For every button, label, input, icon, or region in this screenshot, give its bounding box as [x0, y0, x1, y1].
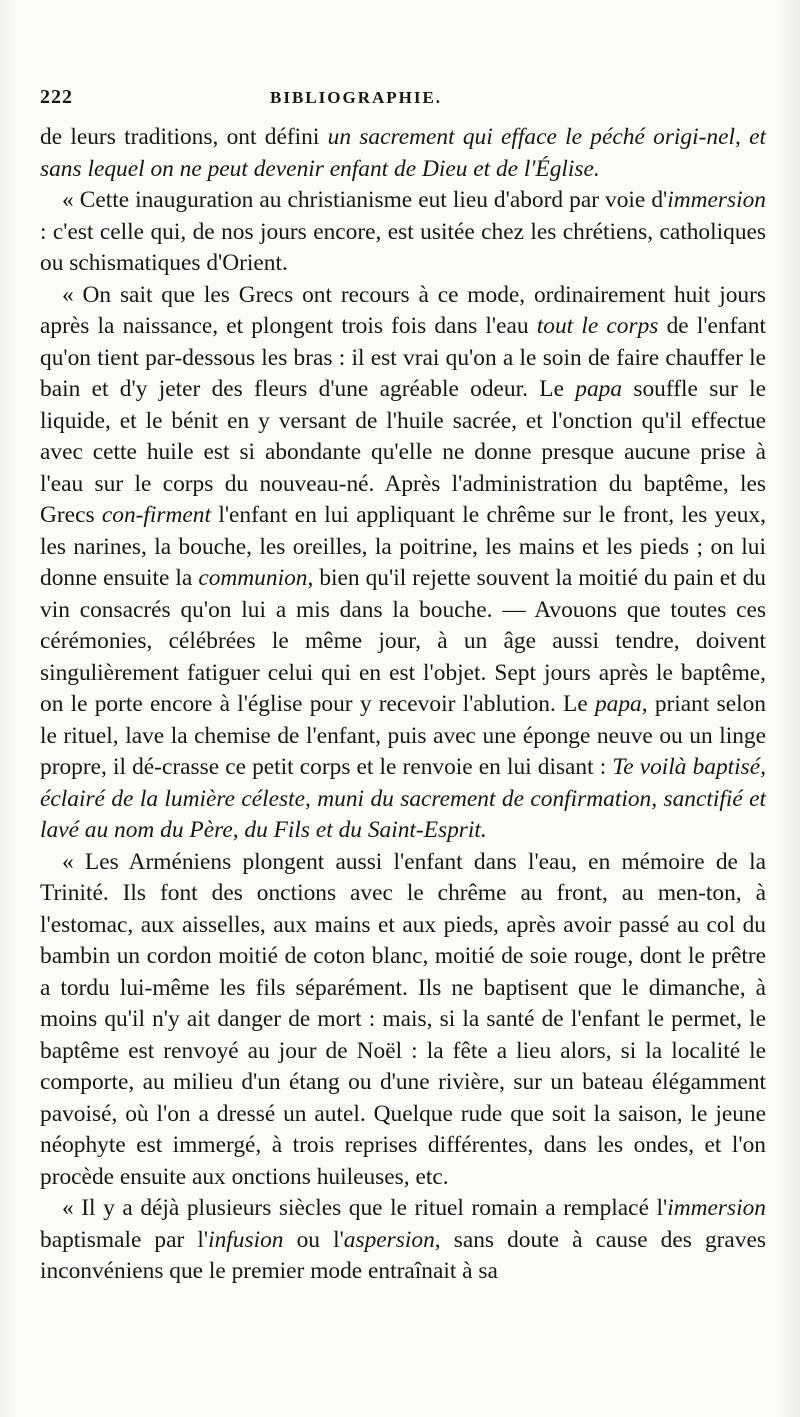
text-run: : c'est celle qui, de nos jours encore, est usitée chez les chrétiens, catholiques ou schismatiques d'Orient. — [40, 218, 766, 276]
italic-text: con-firment — [101, 502, 212, 528]
text-run: « Les Arméniens plongent aussi l'enfant dans l'eau, en mémoire de la Trinité. Ils font des onctions avec le chrême au front, au men-ton, à l'estomac, aux aisselles, aux mains et aux pieds, après avoir passé au col du bambin un cordon moitié de coton blanc, moitié de soie rouge, dont le prêtre a tordu lui-même les fils séparément. Ils ne baptisent que le dimanche, à moins qu'il n'y ait danger de mort : mais, si la santé de l'enfant le permet, le baptême est renvoyé au jour de Noël : la fête a lieu alors, si la localité le comporte, au milieu d'un étang ou d'une rivière, sur un bateau élégamment pavoisé, où l'on a dressé un autel. Quelque rude que soit la saison, le jeune néophyte est immergé, à trois reprises différentes, dans les ondes, et l'on procède ensuite aux onctions huileuses, etc. — [40, 848, 766, 1190]
italic-text: tout le corps — [536, 313, 659, 339]
text-run: ou l' — [283, 1226, 344, 1253]
text-run: baptismale par l' — [40, 1226, 209, 1253]
text-run: , priant selon le rituel, lave la chemise de l'enfant, puis avec une éponge neuve ou un linge propre, il dé-crasse ce petit corps et le renvoie en lui disant : — [40, 691, 766, 780]
italic-text: immersion — [667, 1195, 766, 1221]
italic-text: immersion — [667, 187, 766, 213]
italic-text: papa — [575, 376, 623, 402]
paragraph — [40, 1193, 766, 1288]
text-run: « On sait que les Grecs ont recours à ce mode, ordinairement huit jours après la naissance, et plongent trois fois dans l'eau — [40, 281, 766, 339]
body-text — [40, 122, 766, 1288]
paragraph — [40, 847, 766, 1194]
text-run: l'enfant en lui appliquant le chrême sur le front, les yeux, les narines, la bouche, les oreilles, la poitrine, les mains et les pieds ; on lui donne ensuite la — [40, 502, 766, 591]
paragraph — [40, 122, 766, 185]
paragraph — [40, 280, 766, 847]
italic-text: aspersion — [343, 1226, 435, 1253]
text-run: de l'enfant qu'on tient par-dessous les bras : il est vrai qu'on a le soin de faire chauffer le bain et d'y jeter des fleurs d'une agréable odeur. Le — [40, 313, 766, 402]
italic-text: Te voilà baptisé, éclairé de la lumière céleste, muni du sacrement de confirmation, sanctifié et lavé au nom du Père, du Fils et du Saint-Esprit. — [40, 754, 767, 843]
running-head — [40, 86, 766, 120]
italic-text: infusion — [208, 1226, 284, 1253]
text-run: , bien qu'il rejette souvent la moitié du pain et du vin consacrés qu'on lui a mis dans la bouche. — Avouons que toutes ces cérémonies, célébrées le même jour, à un âge aussi tendre, doivent singulièrement fatiguer celui qui en est l'objet. Sept jours après le baptême, on le porte encore à l'église pour y recevoir l'ablution. Le — [40, 565, 766, 717]
text-run: de leurs traditions, ont défini — [40, 124, 328, 150]
text-run: , sans doute à cause des graves inconvéniens que le premier mode entraînait à sa — [40, 1226, 766, 1284]
text-run: « Il y a déjà plusieurs siècles que le rituel romain a remplacé l' — [62, 1195, 668, 1221]
paragraph — [40, 185, 766, 280]
italic-text: un sacrement qui efface le péché origi-nel, et sans lequel on ne peut devenir enfant de Dieu et de l'Église. — [40, 124, 766, 182]
running-title: BIBLIOGRAPHIE. — [270, 88, 443, 107]
text-run: « Cette inauguration au christianisme eut lieu d'abord par voie d' — [62, 187, 668, 213]
text-run: souffle sur le liquide, et le bénit en y versant de l'huile sacrée, et l'onction qu'il effectue avec cette huile est si abondante qu'elle ne donne presque aucune prise à l'eau sur le corps du nouveau-né. Après l'administration du baptême, les Grecs — [40, 376, 767, 528]
italic-text: communion — [198, 565, 308, 591]
page-number: 222 — [40, 86, 73, 108]
italic-text: papa — [594, 691, 642, 717]
